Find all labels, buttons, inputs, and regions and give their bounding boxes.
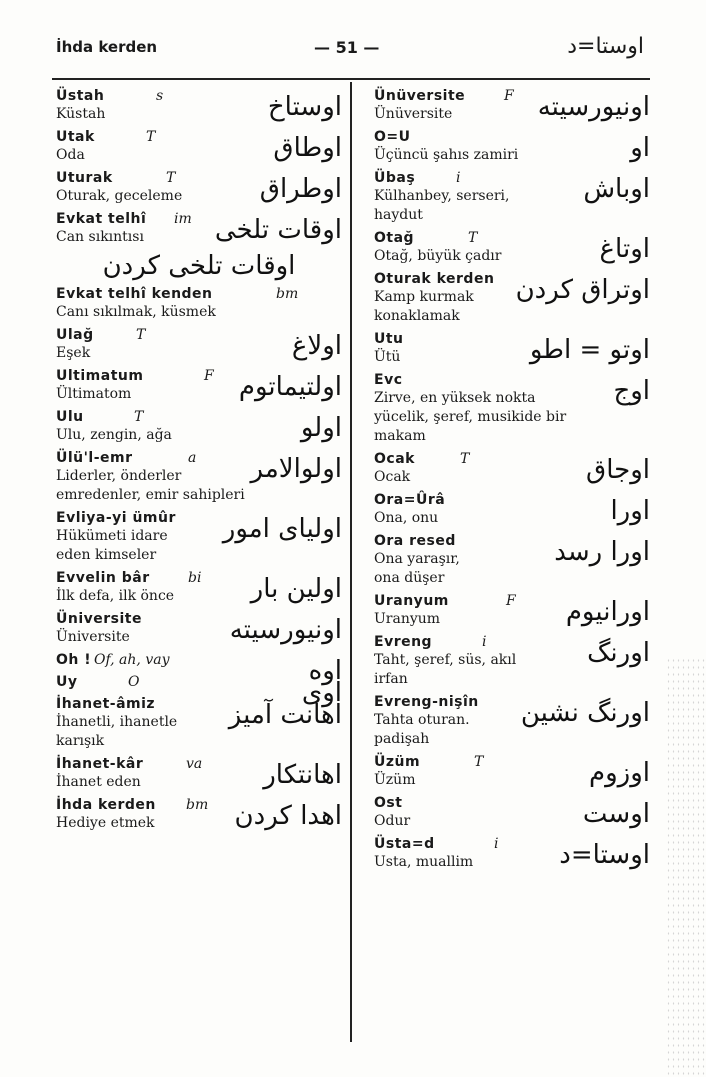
- definition: eden kimseler: [56, 547, 157, 563]
- headword: Utak: [56, 129, 95, 145]
- arabic-script-word: اورنگ نشین: [520, 698, 650, 728]
- headword: Uranyum: [374, 593, 449, 609]
- dictionary-entry: [374, 593, 650, 629]
- dictionary-entry: [374, 795, 650, 831]
- definition: karışık: [56, 733, 105, 749]
- page-header: [56, 34, 650, 62]
- dictionary-entry: [56, 570, 342, 606]
- arabic-script-word: اورا: [610, 496, 650, 526]
- arabic-script-word: اورانیوم: [565, 597, 650, 627]
- arabic-script-word: اوه: [308, 656, 342, 686]
- origin-tag: im: [174, 211, 192, 227]
- dictionary-entry: [374, 533, 650, 588]
- definition: Liderler, önderler: [56, 468, 182, 484]
- origin-tag: va: [186, 756, 203, 772]
- definition: Ocak: [374, 469, 411, 485]
- dictionary-entry: [56, 327, 342, 363]
- definition: Üniversite: [56, 629, 130, 645]
- headword: Evkat telhî kenden: [56, 286, 213, 302]
- definition: Üzüm: [374, 772, 416, 788]
- definition: İhanetli, ihanetle: [56, 714, 178, 730]
- definition: padişah: [374, 731, 430, 747]
- dictionary-entry: [56, 510, 342, 565]
- arabic-script-word: اولاغ: [291, 331, 342, 361]
- dictionary-entry: [56, 88, 342, 124]
- headword: Uy: [56, 674, 78, 690]
- dictionary-entry: [56, 211, 342, 281]
- arabic-script-word: اهدا کردن: [234, 801, 342, 831]
- arabic-script-phrase: اوقات تلخی کردن: [102, 251, 296, 281]
- arabic-script-word: اهانت آمیز: [228, 700, 342, 730]
- headword: Evreng-nişîn: [374, 694, 479, 710]
- definition: Otağ, büyük çadır: [374, 248, 502, 264]
- right-column: [374, 88, 650, 877]
- dictionary-entry: [56, 797, 342, 833]
- origin-tag: T: [134, 409, 144, 425]
- dictionary-entry: [56, 368, 342, 404]
- dictionary-entry: [374, 451, 650, 487]
- headword: Ost: [374, 795, 403, 811]
- origin-tag: i: [482, 634, 487, 650]
- headword: Üzüm: [374, 754, 421, 770]
- origin-tag: T: [146, 129, 156, 145]
- definition: Usta, muallim: [374, 854, 474, 870]
- definition: konaklamak: [374, 308, 460, 324]
- headword: Evc: [374, 372, 403, 388]
- headword: Oh !: [56, 652, 92, 668]
- arabic-script-word: اولتیماتوم: [238, 372, 342, 402]
- origin-tag: Of, ah, vay: [94, 652, 170, 668]
- dictionary-entry: [56, 170, 342, 206]
- definition: İhanet eden: [56, 774, 141, 790]
- origin-tag: O: [128, 674, 140, 690]
- arabic-script-word: اوستا=د: [559, 840, 650, 870]
- dictionary-entry: [56, 756, 342, 792]
- arabic-script-word: اولین بار: [250, 574, 342, 604]
- arabic-script-word: اوزوم: [589, 758, 650, 788]
- arabic-script-word: اوتو = اطو: [529, 335, 650, 365]
- definition: Ona yaraşır,: [374, 551, 460, 567]
- arabic-script-word: اونیورسیته: [229, 615, 342, 645]
- definition: Ulu, zengin, ağa: [56, 427, 172, 443]
- dictionary-entry: [374, 836, 650, 872]
- definition: Taht, şeref, süs, akıl: [374, 652, 517, 668]
- headword: Ünüversite: [374, 88, 466, 104]
- dictionary-entry: [374, 754, 650, 790]
- origin-tag: i: [456, 170, 461, 186]
- origin-tag: T: [460, 451, 470, 467]
- headword: Otağ: [374, 230, 415, 246]
- dictionary-entry: [374, 372, 650, 446]
- arabic-script-word: اوباش: [583, 174, 650, 204]
- origin-tag: bm: [276, 286, 299, 302]
- headword: Ultimatum: [56, 368, 144, 384]
- arabic-script-word: اوطاق: [273, 133, 342, 163]
- definition: Külhanbey, serseri,: [374, 188, 510, 204]
- arabic-script-word: اوطراق: [259, 174, 342, 204]
- arabic-script-word: اوی: [301, 678, 342, 708]
- definition: Ünüversite: [374, 106, 453, 122]
- definition: Zirve, en yüksek nokta: [374, 390, 536, 406]
- headword: Ulağ: [56, 327, 94, 343]
- definition: Can sıkıntısı: [56, 229, 144, 245]
- origin-tag: s: [156, 88, 164, 104]
- headword: Üsta=d: [374, 836, 435, 852]
- definition: Hediye etmek: [56, 815, 155, 831]
- dictionary-entry: [374, 271, 650, 326]
- arabic-script-word: اورا رسد: [554, 537, 650, 567]
- headword: Übaş: [374, 170, 416, 186]
- dictionary-entry: [56, 409, 342, 445]
- page-number: — 51 —: [314, 38, 380, 57]
- headword: Evliya-yi ümûr: [56, 510, 176, 526]
- arabic-script-word: اوستاخ: [267, 92, 342, 122]
- headword: Evreng: [374, 634, 433, 650]
- origin-tag: T: [166, 170, 176, 186]
- dictionary-entry: [374, 170, 650, 225]
- dictionary-entry: [374, 492, 650, 528]
- arabic-script-word: اوج: [613, 376, 650, 406]
- definition: Ütü: [374, 349, 401, 365]
- left-column: [56, 88, 342, 838]
- headword: Uturak: [56, 170, 113, 186]
- definition: haydut: [374, 207, 423, 223]
- arabic-script-word: اورنگ: [587, 638, 650, 668]
- definition: İlk defa, ilk önce: [56, 588, 175, 604]
- definition: Uranyum: [374, 611, 441, 627]
- headword: Ora resed: [374, 533, 456, 549]
- headword: Ocak: [374, 451, 415, 467]
- arabic-script-word: اوقات تلخی: [214, 215, 342, 245]
- origin-tag: F: [204, 368, 214, 384]
- dictionary-entry: [56, 696, 342, 751]
- headword: Evkat telhî: [56, 211, 147, 227]
- headword: O=U: [374, 129, 411, 145]
- dictionary-entry: [56, 129, 342, 165]
- origin-tag: F: [504, 88, 514, 104]
- arabic-script-word: اوتراق کردن: [515, 275, 650, 305]
- dictionary-entry: [374, 88, 650, 124]
- origin-tag: i: [494, 836, 499, 852]
- dictionary-entry: [374, 129, 650, 165]
- definition: Tahta oturan.: [374, 712, 470, 728]
- definition: ona düşer: [374, 570, 445, 586]
- dictionary-entry: [56, 286, 342, 322]
- arabic-script-word: اوست: [582, 799, 650, 829]
- definition: makam: [374, 428, 426, 444]
- definition: emredenler, emir sahipleri: [56, 487, 245, 503]
- dictionary-entry: [374, 634, 650, 689]
- arabic-script-word: او: [630, 133, 650, 163]
- arabic-script-word: اوجاق: [586, 455, 650, 485]
- headword: Ulu: [56, 409, 84, 425]
- arabic-script-word: اولو: [300, 413, 342, 443]
- origin-tag: bm: [186, 797, 209, 813]
- headword: İhanet-kâr: [56, 756, 144, 772]
- dictionary-entry: [374, 230, 650, 266]
- arabic-script-word: اونیورسیته: [537, 92, 650, 122]
- origin-tag: T: [136, 327, 146, 343]
- definition: yücelik, şeref, musikide bir: [374, 409, 567, 425]
- headword: Üniversite: [56, 611, 142, 627]
- headword: Ülü'l-emr: [56, 450, 133, 466]
- dictionary-entry: [374, 694, 650, 749]
- column-divider: [350, 82, 352, 1042]
- definition: Oda: [56, 147, 85, 163]
- arabic-script-word: اولیای امور: [222, 514, 342, 544]
- origin-tag: a: [188, 450, 197, 466]
- arabic-script-word: اولوالامر: [250, 454, 342, 484]
- headword: Ora=Ûrâ: [374, 492, 446, 508]
- dictionary-entry: [374, 331, 650, 367]
- definition: Canı sıkılmak, küsmek: [56, 304, 216, 320]
- dictionary-entry: [56, 450, 342, 505]
- dictionary-entry: [56, 611, 342, 647]
- definition: Üçüncü şahıs zamiri: [374, 147, 519, 163]
- running-head-left: İhda kerden: [56, 38, 158, 56]
- arabic-script-word: اهانتکار: [263, 760, 342, 790]
- definition: irfan: [374, 671, 408, 687]
- headword: Evvelin bâr: [56, 570, 150, 586]
- origin-tag: T: [468, 230, 478, 246]
- headword: Üstah: [56, 88, 105, 104]
- headword: Utu: [374, 331, 404, 347]
- origin-tag: bi: [188, 570, 202, 586]
- headword: İhda kerden: [56, 797, 156, 813]
- paper-texture: [666, 657, 706, 1077]
- header-rule: [52, 78, 650, 80]
- origin-tag: T: [474, 754, 484, 770]
- origin-tag: F: [506, 593, 516, 609]
- definition: Ültimatom: [56, 386, 132, 402]
- definition: Eşek: [56, 345, 91, 361]
- definition: Odur: [374, 813, 411, 829]
- headword: Oturak kerden: [374, 271, 495, 287]
- arabic-script-word: اوتاغ: [599, 234, 650, 264]
- running-head-right: اوستا=د: [567, 34, 644, 59]
- definition: Küstah: [56, 106, 106, 122]
- headword: İhanet-âmiz: [56, 696, 156, 712]
- definition: Hükümeti idare: [56, 528, 168, 544]
- definition: Ona, onu: [374, 510, 439, 526]
- definition: Kamp kurmak: [374, 289, 474, 305]
- definition: Oturak, geceleme: [56, 188, 183, 204]
